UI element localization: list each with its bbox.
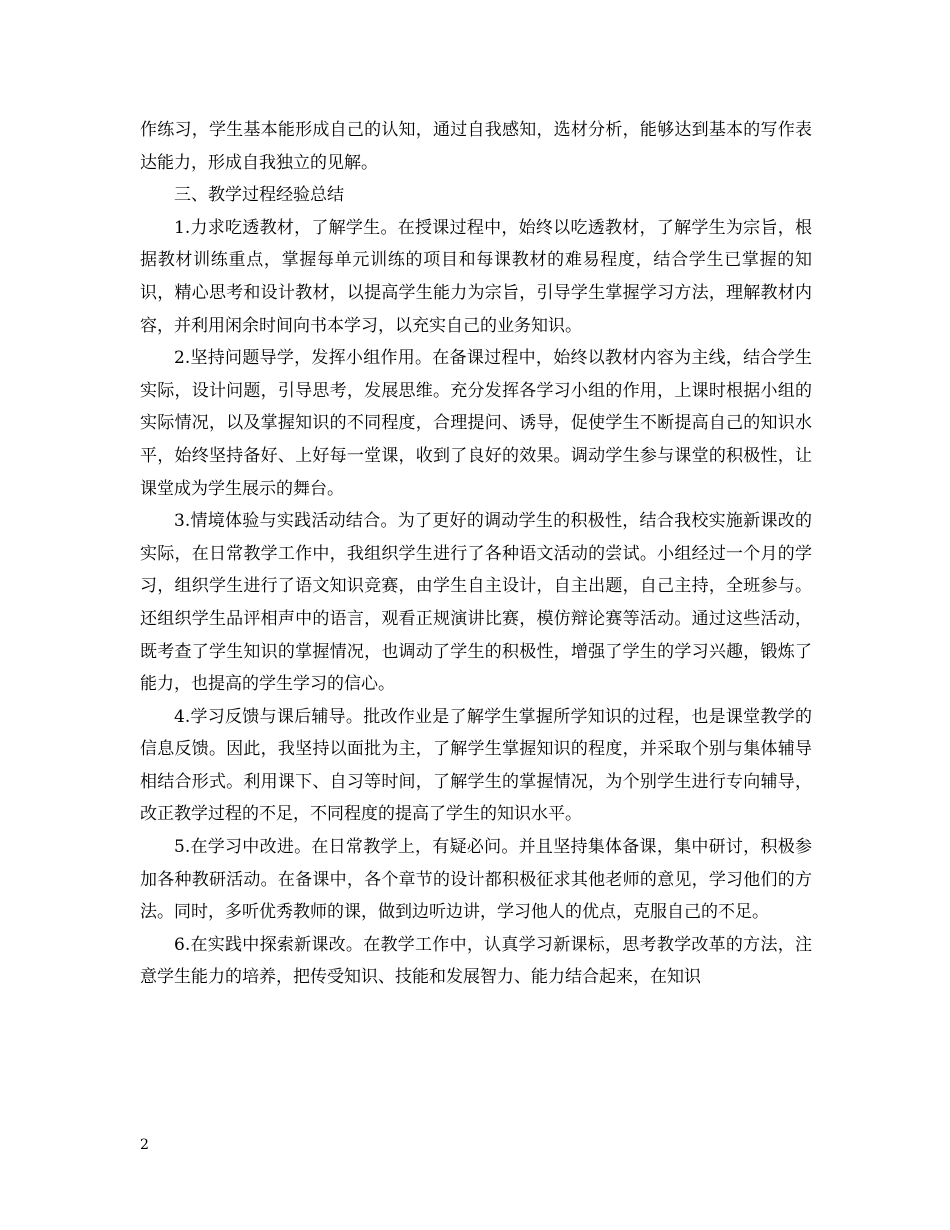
- paragraph-item-5: 5.在学习中改进。在日常教学上，有疑必问。并且坚持集体备课，集中研讨，积极参加各种教研活动。在备课中，各个章节的设计都积极征求其他老师的意见，学习他们的方法。同时，多听优秀教师的课，做到边听边讲，学习他人的优点，克服自己的不足。: [140, 837, 812, 923]
- document-body: [140, 114, 812, 994]
- paragraph-item-1: 1.力求吃透教材，了解学生。在授课过程中，始终以吃透教材，了解学生为宗旨，根据教材训练重点，掌握每单元训练的项目和每课教材的难易程度，结合学生已掌握的知识，精心思考和设计教材，以提高学生能力为宗旨，引导学生掌握学习方法，理解教材内容，并利用闲余时间向书本学习，以充实自己的业务知识。: [140, 217, 812, 336]
- paragraph-item-4: 4.学习反馈与课后辅导。批改作业是了解学生掌握所学知识的过程，也是课堂教学的信息反馈。因此，我坚持以面批为主，了解学生掌握知识的程度，并采取个别与集体辅导相结合形式。利用课下、自习等时间，了解学生的掌握情况，为个别学生进行专向辅导，改正教学过程的不足，不同程度的提高了学生的知识水平。: [140, 706, 812, 825]
- page-number: 2: [140, 1137, 149, 1153]
- paragraph-item-6: 6.在实践中探索新课改。在教学工作中，认真学习新课标，思考教学改革的方法，注意学生能力的培养，把传受知识、技能和发展智力、能力结合起来，在知识: [140, 934, 812, 988]
- paragraph-item-2: 2.坚持问题导学，发挥小组作用。在备课过程中，始终以教材内容为主线，结合学生实际，设计问题，引导思考，发展思维。充分发挥各学习小组的作用，上课时根据小组的实际情况，以及掌握知识的不同程度，合理提问、诱导，促使学生不断提高自己的知识水平，始终坚持备好、上好每一堂课，收到了良好的效果。调动学生参与课堂的积极性，让课堂成为学生展示的舞台。: [140, 348, 812, 499]
- section-heading: 三、教学过程经验总结: [174, 185, 344, 206]
- paragraph-item-3: 3.情境体验与实践活动结合。为了更好的调动学生的积极性，结合我校实施新课改的实际，在日常教学工作中，我组织学生进行了各种语文活动的尝试。小组经过一个月的学习，组织学生进行了语文知识竞赛，由学生自主设计，自主出题，自己主持，全班参与。还组织学生品评相声中的语言，观看正规演讲比赛，模仿辩论赛等活动。通过这些活动，既考查了学生知识的掌握情况，也调动了学生的积极性，增强了学生的学习兴趣，锻炼了能力，也提高的学生学习的信心。: [140, 511, 812, 695]
- paragraph-continuation: 作练习，学生基本能形成自己的认知，通过自我感知，选材分析，能够达到基本的写作表达能力，形成自我独立的见解。: [140, 120, 812, 173]
